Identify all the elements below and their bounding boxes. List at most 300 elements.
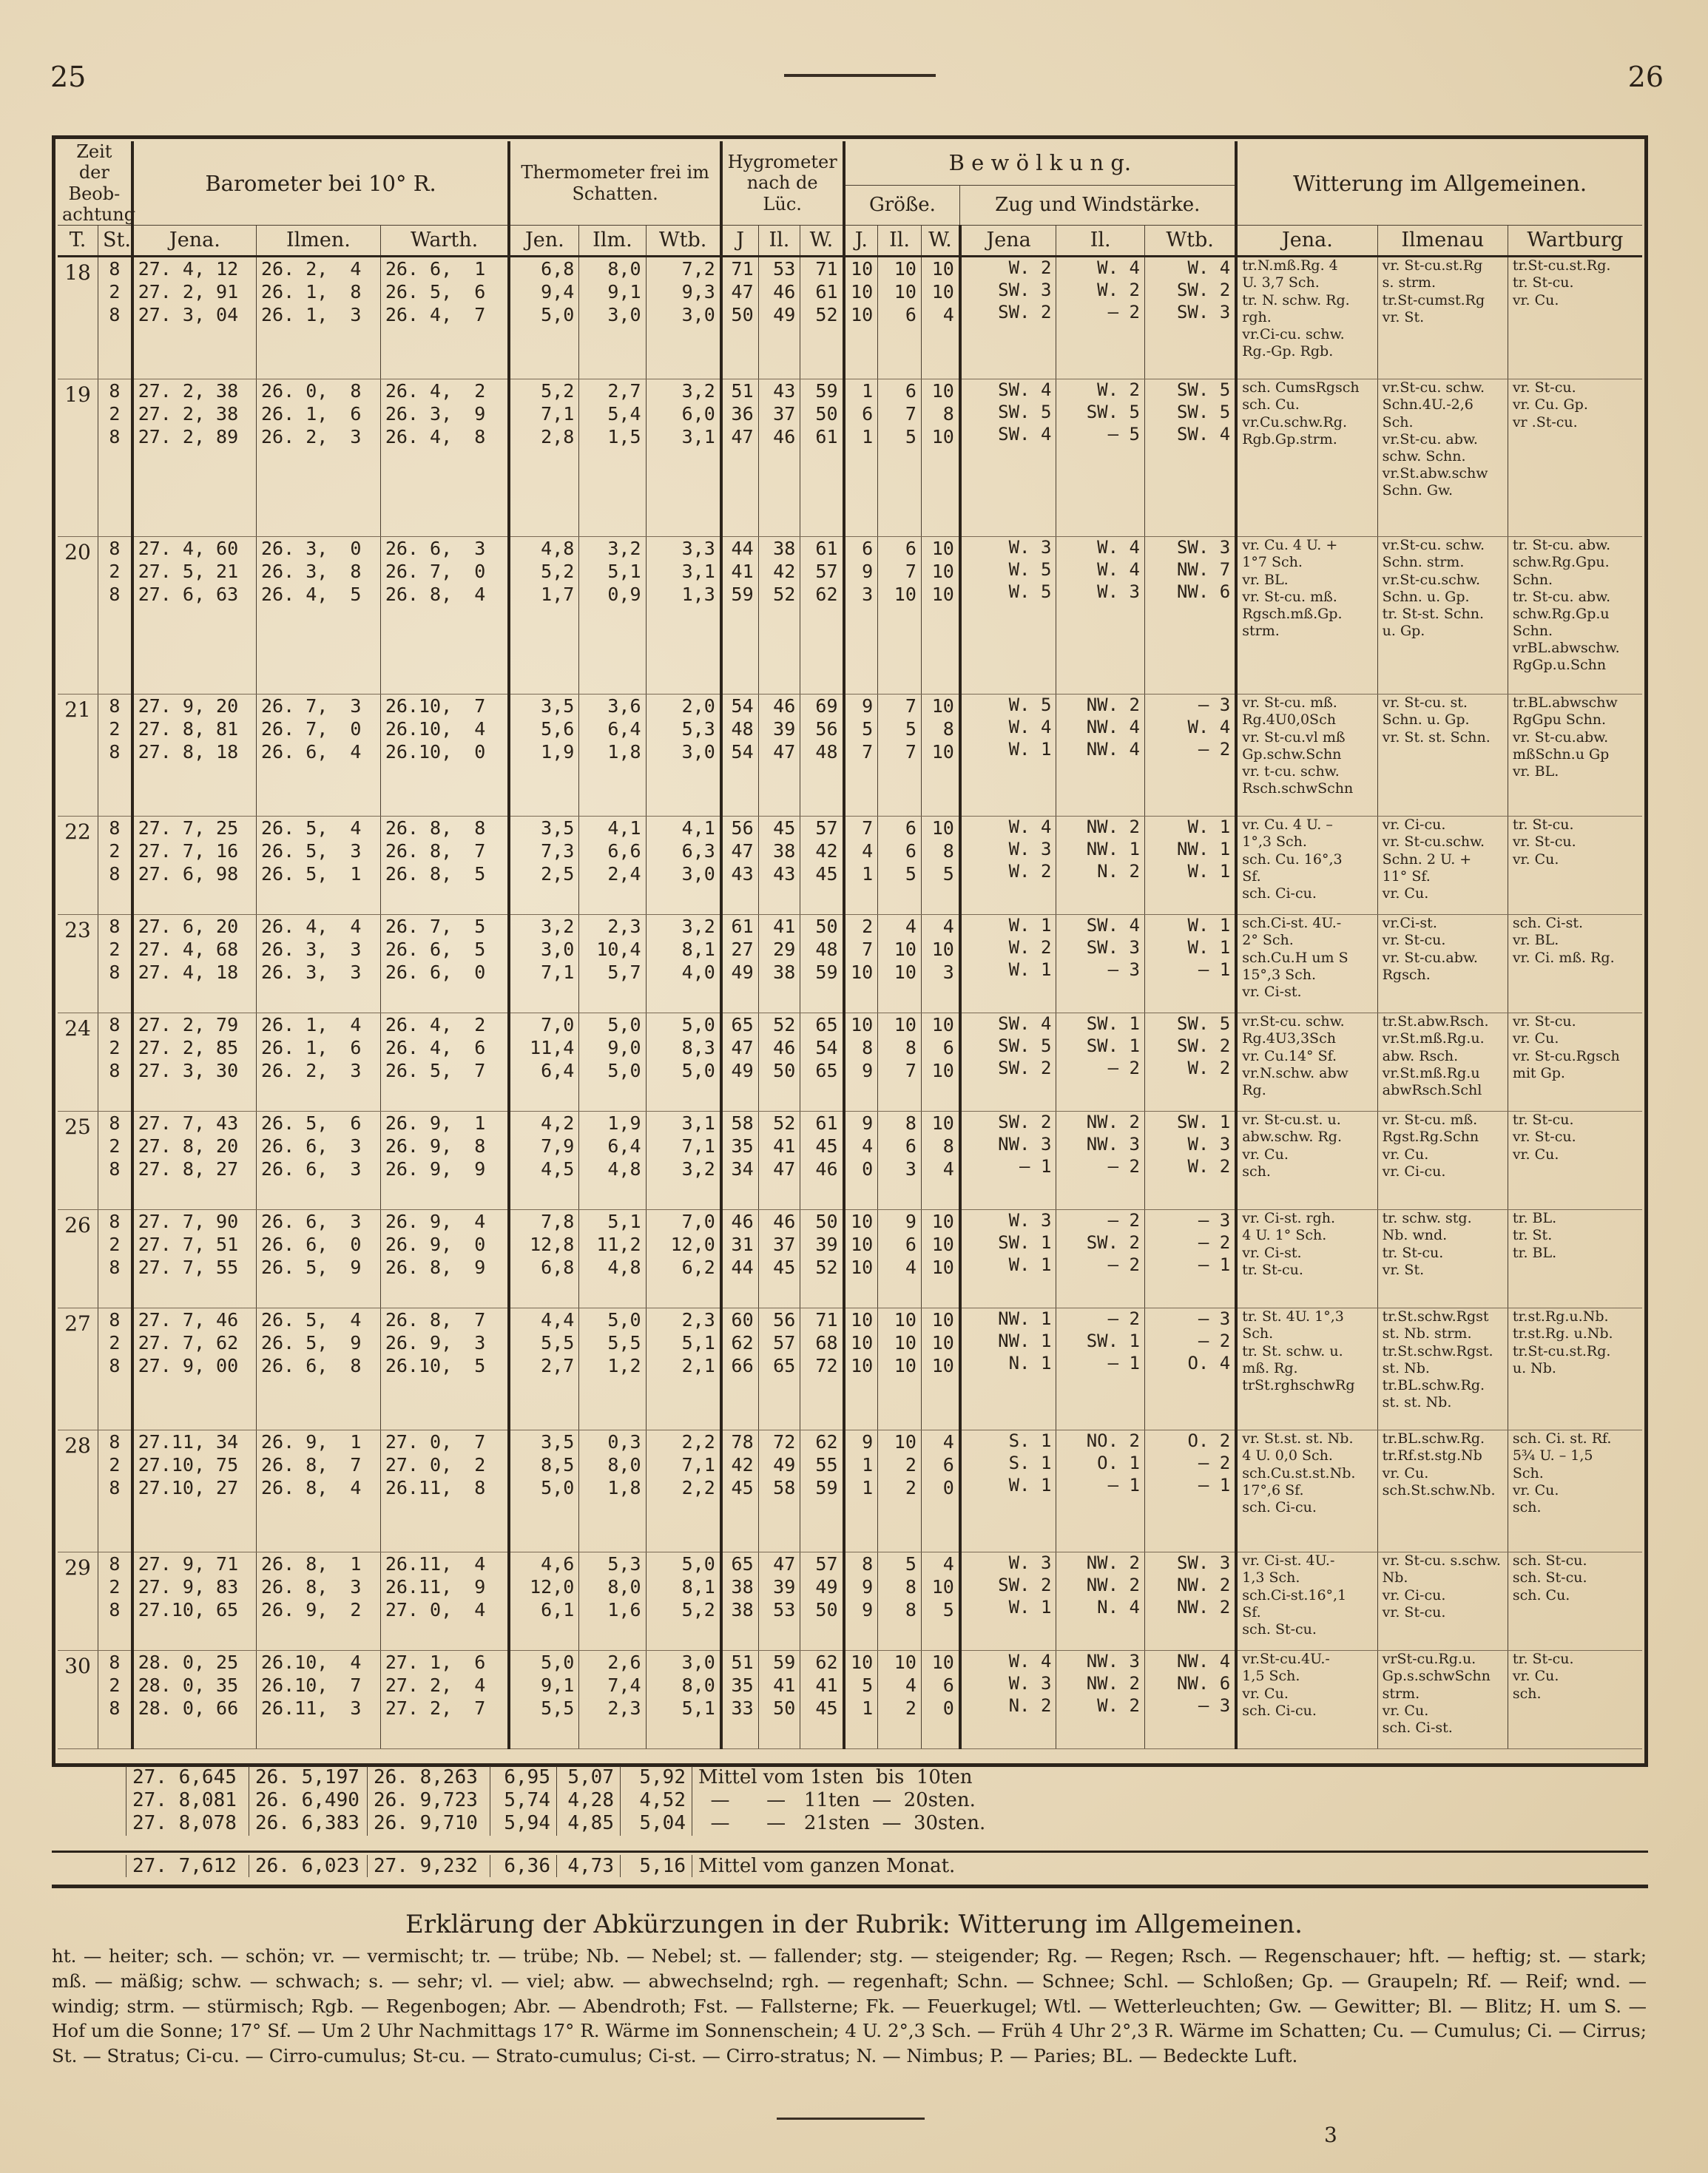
mean-label: Mittel vom 1sten bis 10ten [692, 1766, 1136, 1789]
cell-hygro-wartburg: 50 39 52 [800, 1210, 844, 1308]
cell-baro-ilmenau: 26. 1, 4 26. 1, 6 26. 2, 3 [257, 1013, 381, 1112]
cell-weather-jena: vr. Cu. 4 U. – 1°,3 Sch. sch. Cu. 16°,3 Sf. sch. Ci-cu. [1236, 817, 1377, 915]
mean-temp-jena: 5,94 [490, 1812, 557, 1835]
cell-day: 22 [58, 817, 98, 915]
cell-baro-wartburg: 26.11, 4 26.11, 9 27. 0, 4 [380, 1552, 509, 1651]
mean-wartburg: 26. 8,263 [368, 1766, 490, 1789]
mean-label: — — 11ten — 20sten. [692, 1789, 1136, 1812]
cell-weather-wartburg: tr. St-cu. vr. Cu. sch. [1508, 1651, 1642, 1749]
cell-baro-wartburg: 26. 7, 5 26. 6, 5 26. 6, 0 [380, 915, 509, 1013]
cell-temp-ilmenau: 5,1 11,2 4,8 [579, 1210, 646, 1308]
cell-baro-jena: 27. 7, 25 27. 7, 16 27. 6, 98 [132, 817, 257, 915]
cell-temp-ilmenau: 2,3 10,4 5,7 [579, 915, 646, 1013]
cell-weather-wartburg: tr.BL.abwschw RgGpu Schn. vr. St-cu.abw. mßSchn.u Gp vr. BL. [1508, 695, 1642, 817]
cell-hour: 8 2 8 [98, 1651, 132, 1749]
cell-cloud-jena: 9 1 1 [844, 1430, 878, 1552]
mean-ilmenau: 26. 5,197 [249, 1766, 368, 1789]
cell-weather-wartburg: tr. St-cu. abw. schw.Rg.Gpu. Schn. tr. St-cu. abw. schw.Rg.Gp.u Schn. vrBL.abwschw. RgGp.u.Schn [1508, 537, 1642, 695]
cell-hour: 8 2 8 [98, 915, 132, 1013]
cell-temp-jena: 3,5 5,6 1,9 [509, 695, 578, 817]
total-table [126, 1855, 1136, 1877]
day-row [58, 537, 1642, 695]
cell-weather-ilmenau: vr. St-cu. s.schw. Nb. vr. Ci-cu. vr. St-cu. [1377, 1552, 1508, 1651]
cell-weather-ilmenau: vr. St-cu. mß. Rgst.Rg.Schn vr. Cu. vr. Ci-cu. [1377, 1112, 1508, 1210]
mean-wartburg: 26. 9,710 [368, 1812, 490, 1835]
cell-weather-wartburg: vr. St-cu. vr. Cu. vr. St-cu.Rgsch mit Gp. [1508, 1013, 1642, 1112]
cell-hygro-wartburg: 59 50 61 [800, 379, 844, 537]
cell-hour: 8 2 8 [98, 1112, 132, 1210]
cell-wind-wartburg: SW. 3 NW. 7 NW. 6 [1144, 537, 1236, 695]
mean-label: — — 21sten — 30sten. [692, 1812, 1136, 1835]
cell-temp-ilmenau: 3,6 6,4 1,8 [579, 695, 646, 817]
header-groesse: Größe. [844, 185, 960, 225]
cell-baro-ilmenau: 26. 7, 3 26. 7, 0 26. 6, 4 [257, 695, 381, 817]
cell-hygro-ilmenau: 53 46 49 [758, 257, 800, 379]
cell-hygro-wartburg: 65 54 65 [800, 1013, 844, 1112]
cell-hour: 8 2 8 [98, 695, 132, 817]
cell-cloud-wartburg: 10 6 10 [921, 1013, 959, 1112]
cell-weather-jena: tr.N.mß.Rg. 4 U. 3,7 Sch. tr. N. schw. Rg. rgh. vr.Ci-cu. schw. Rg.-Gp. Rgb. [1236, 257, 1377, 379]
cell-weather-jena: vr. St-cu.st. u. abw.schw. Rg. vr. Cu. sch. [1236, 1112, 1377, 1210]
cell-weather-ilmenau: vr. Ci-cu. vr. St-cu.schw. Schn. 2 U. + 11° Sf. vr. Cu. [1377, 817, 1508, 915]
cell-temp-wartburg: 7,2 9,3 3,0 [646, 257, 721, 379]
cell-hygro-jena: 46 31 44 [721, 1210, 758, 1308]
cell-wind-ilmenau: W. 4 W. 2 — 2 [1056, 257, 1145, 379]
cell-wind-ilmenau: NW. 2 NW. 1 N. 2 [1056, 817, 1145, 915]
cell-weather-wartburg: sch. Ci-st. vr. BL. vr. Ci. mß. Rg. [1508, 915, 1642, 1013]
cell-baro-ilmenau: 26. 0, 8 26. 1, 6 26. 2, 3 [257, 379, 381, 537]
total-temp-wartburg: 5,16 [621, 1855, 692, 1877]
cell-cloud-wartburg: 10 8 5 [921, 817, 959, 915]
cell-baro-wartburg: 26.10, 7 26.10, 4 26.10, 0 [380, 695, 509, 817]
cell-cloud-wartburg: 4 10 5 [921, 1552, 959, 1651]
cell-hygro-wartburg: 57 49 50 [800, 1552, 844, 1651]
subheader-13: W. [921, 226, 959, 257]
cell-hygro-jena: 60 62 66 [721, 1308, 758, 1430]
cell-temp-wartburg: 5,0 8,1 5,2 [646, 1552, 721, 1651]
cell-wind-wartburg: NW. 4 NW. 6 — 3 [1144, 1651, 1236, 1749]
day-row [58, 1651, 1642, 1749]
cell-wind-ilmenau: NW. 3 NW. 2 W. 2 [1056, 1651, 1145, 1749]
cell-temp-ilmenau: 5,3 8,0 1,6 [579, 1552, 646, 1651]
cell-temp-wartburg: 3,1 7,1 3,2 [646, 1112, 721, 1210]
cell-hygro-ilmenau: 47 39 53 [758, 1552, 800, 1651]
cell-baro-jena: 27. 7, 46 27. 7, 62 27. 9, 00 [132, 1308, 257, 1430]
page-number-left: 25 [50, 61, 87, 93]
cell-cloud-ilmenau: 4 10 10 [878, 915, 922, 1013]
subheader-14: Jena [960, 226, 1056, 257]
cell-wind-jena: NW. 1 NW. 1 N. 1 [960, 1308, 1056, 1430]
cell-cloud-ilmenau: 6 6 5 [878, 817, 922, 915]
cell-wind-jena: W. 3 W. 5 W. 5 [960, 537, 1056, 695]
cell-wind-ilmenau: SW. 4 SW. 3 — 3 [1056, 915, 1145, 1013]
mean-temp-ilmenau: 5,07 [557, 1766, 621, 1789]
cell-baro-jena: 27. 9, 71 27. 9, 83 27.10, 65 [132, 1552, 257, 1651]
cell-hour: 8 2 8 [98, 257, 132, 379]
cell-baro-ilmenau: 26.10, 4 26.10, 7 26.11, 3 [257, 1651, 381, 1749]
page-number-right: 26 [1627, 61, 1664, 93]
cell-hygro-jena: 65 47 49 [721, 1013, 758, 1112]
cell-baro-ilmenau: 26. 5, 4 26. 5, 3 26. 5, 1 [257, 817, 381, 915]
cell-cloud-jena: 2 7 10 [844, 915, 878, 1013]
cell-weather-wartburg: tr. St-cu. vr. St-cu. vr. Cu. [1508, 817, 1642, 915]
cell-hygro-wartburg: 71 68 72 [800, 1308, 844, 1430]
cell-temp-wartburg: 3,3 3,1 1,3 [646, 537, 721, 695]
total-bottom-rule [52, 1885, 1648, 1888]
cell-baro-jena: 27. 7, 90 27. 7, 51 27. 7, 55 [132, 1210, 257, 1308]
cell-weather-ilmenau: vr. St-cu.st.Rg s. strm. tr.St-cumst.Rg vr. St. [1377, 257, 1508, 379]
subheader-4: Warth. [380, 226, 509, 257]
cell-baro-wartburg: 27. 0, 7 27. 0, 2 26.11, 8 [380, 1430, 509, 1552]
mean-row [126, 1766, 1136, 1789]
cell-wind-jena: W. 1 W. 2 W. 1 [960, 915, 1056, 1013]
cell-temp-jena: 7,8 12,8 6,8 [509, 1210, 578, 1308]
cell-wind-wartburg: SW. 1 W. 3 W. 2 [1144, 1112, 1236, 1210]
cell-baro-jena: 27. 9, 20 27. 8, 81 27. 8, 18 [132, 695, 257, 817]
cell-cloud-ilmenau: 10 2 2 [878, 1430, 922, 1552]
cell-temp-ilmenau: 2,6 7,4 2,3 [579, 1651, 646, 1749]
day-row [58, 1013, 1642, 1112]
cell-baro-ilmenau: 26. 6, 3 26. 6, 0 26. 5, 9 [257, 1210, 381, 1308]
cell-cloud-wartburg: 10 10 10 [921, 1308, 959, 1430]
cell-temp-jena: 6,8 9,4 5,0 [509, 257, 578, 379]
day-row [58, 1308, 1642, 1430]
mean-jena: 27. 8,081 [126, 1789, 249, 1812]
cell-temp-ilmenau: 0,3 8,0 1,8 [579, 1430, 646, 1552]
cell-wind-ilmenau: W. 2 SW. 5 — 5 [1056, 379, 1145, 537]
cell-temp-jena: 4,8 5,2 1,7 [509, 537, 578, 695]
cell-wind-ilmenau: NO. 2 O. 1 — 1 [1056, 1430, 1145, 1552]
cell-hour: 8 2 8 [98, 379, 132, 537]
mean-temp-ilmenau: 4,28 [557, 1789, 621, 1812]
cell-cloud-wartburg: 10 10 10 [921, 537, 959, 695]
cell-hour: 8 2 8 [98, 817, 132, 915]
cell-cloud-jena: 7 4 1 [844, 817, 878, 915]
day-row [58, 379, 1642, 537]
cell-wind-wartburg: W. 1 W. 1 — 1 [1144, 915, 1236, 1013]
cell-weather-wartburg: tr.St-cu.st.Rg. tr. St-cu. vr. Cu. [1508, 257, 1642, 379]
cell-baro-ilmenau: 26. 8, 1 26. 8, 3 26. 9, 2 [257, 1552, 381, 1651]
cell-cloud-jena: 10 10 10 [844, 257, 878, 379]
cell-wind-ilmenau: SW. 1 SW. 1 — 2 [1056, 1013, 1145, 1112]
cell-hygro-ilmenau: 41 29 38 [758, 915, 800, 1013]
cell-temp-ilmenau: 8,0 9,1 3,0 [579, 257, 646, 379]
cell-cloud-ilmenau: 9 6 4 [878, 1210, 922, 1308]
cell-cloud-jena: 10 8 9 [844, 1013, 878, 1112]
cell-cloud-jena: 10 10 10 [844, 1308, 878, 1430]
cell-hygro-jena: 58 35 34 [721, 1112, 758, 1210]
cell-baro-wartburg: 26. 9, 4 26. 9, 0 26. 8, 9 [380, 1210, 509, 1308]
cell-cloud-ilmenau: 8 6 3 [878, 1112, 922, 1210]
cell-day: 30 [58, 1651, 98, 1749]
cell-cloud-ilmenau: 6 7 5 [878, 379, 922, 537]
cell-hygro-ilmenau: 52 41 47 [758, 1112, 800, 1210]
subheader-0: T. [58, 226, 98, 257]
subheader-2: Jena. [132, 226, 257, 257]
cell-hour: 8 2 8 [98, 1210, 132, 1308]
cell-baro-wartburg: 26. 8, 7 26. 9, 3 26.10, 5 [380, 1308, 509, 1430]
cell-day: 18 [58, 257, 98, 379]
legend-text: ht. — heiter; sch. — schön; vr. — vermischt; tr. — trübe; Nb. — Nebel; st. — fallender; stg. — steigender; Rg. — Regen; Rsch. — Regenschauer; hft. — heftig; st. — stark; mß. — mäßig; schw. — schwach; s. — sehr; vl. — viel; abw. — abwechselnd; rgh. — regenhaft; Schn. — Schnee; Schl. — Schloßen; Gp. — Graupeln; Rf. — Reif; wnd. — windig; strm. — stürmisch; Rgb. — Regenbogen; Abr. — Abendroth; Fst. — Fallsterne; Fk. — Feuerkugel; Wtl. — Wetterleuchten; Gw. — Gewitter; Bl. — Blitz; H. um S. — Hof um die Sonne; 17° Sf. — Um 2 Uhr Nachmittags 17° R. Wärme im Sonnenschein; 4 U. 2°,3 Sch. — Früh 4 Uhr 2°,3 R. Wärme im Schatten; Cu. — Cumulus; Ci. — Cirrus; St. — Stratus; Ci-cu. — Cirro-cumulus; St-cu. — Strato-cumulus; Ci-st. — Cirro-stratus; N. — Nimbus; P. — Paries; BL. — Bedeckte Luft. [52, 1945, 1647, 2067]
cell-cloud-ilmenau: 10 8 7 [878, 1013, 922, 1112]
cell-cloud-jena: 9 4 0 [844, 1112, 878, 1210]
cell-hygro-wartburg: 71 61 52 [800, 257, 844, 379]
day-row [58, 1430, 1642, 1552]
header-zug: Zug und Windstärke. [960, 185, 1236, 225]
subheader-11: J. [844, 226, 878, 257]
mean-temp-ilmenau: 4,85 [557, 1812, 621, 1835]
cell-baro-jena: 27. 4, 12 27. 2, 91 27. 3, 04 [132, 257, 257, 379]
cell-baro-ilmenau: 26. 3, 0 26. 3, 8 26. 4, 5 [257, 537, 381, 695]
cell-weather-jena: vr. Cu. 4 U. + 1°7 Sch. vr. BL. vr. St-cu. mß. Rgsch.mß.Gp. strm. [1236, 537, 1377, 695]
mean-jena: 27. 6,645 [126, 1766, 249, 1789]
cell-cloud-wartburg: 4 10 3 [921, 915, 959, 1013]
cell-day: 29 [58, 1552, 98, 1651]
cell-cloud-wartburg: 10 8 10 [921, 379, 959, 537]
signature-mark: 3 [1324, 2123, 1337, 2147]
cell-temp-wartburg: 7,0 12,0 6,2 [646, 1210, 721, 1308]
total-temp-ilmenau: 4,73 [557, 1855, 621, 1877]
cell-wind-jena: W. 3 SW. 1 W. 1 [960, 1210, 1056, 1308]
cell-weather-wartburg: tr. BL. tr. St. tr. BL. [1508, 1210, 1642, 1308]
mean-ilmenau: 26. 6,490 [249, 1789, 368, 1812]
cell-wind-wartburg: — 3 — 2 O. 4 [1144, 1308, 1236, 1430]
cell-wind-wartburg: — 3 — 2 — 1 [1144, 1210, 1236, 1308]
cell-wind-wartburg: O. 2 — 2 — 1 [1144, 1430, 1236, 1552]
cell-baro-wartburg: 27. 1, 6 27. 2, 4 27. 2, 7 [380, 1651, 509, 1749]
cell-wind-ilmenau: — 2 SW. 2 — 2 [1056, 1210, 1145, 1308]
cell-hour: 8 2 8 [98, 1308, 132, 1430]
cell-weather-wartburg: vr. St-cu. vr. Cu. Gp. vr .St-cu. [1508, 379, 1642, 537]
cell-temp-ilmenau: 1,9 6,4 4,8 [579, 1112, 646, 1210]
mean-row [126, 1789, 1136, 1812]
cell-wind-jena: SW. 2 NW. 3 — 1 [960, 1112, 1056, 1210]
day-row [58, 1210, 1642, 1308]
cell-baro-jena: 27.11, 34 27.10, 75 27.10, 27 [132, 1430, 257, 1552]
cell-weather-jena: vr. St.st. st. Nb. 4 U. 0,0 Sch. sch.Cu.st.st.Nb. 17°,6 Sf. sch. Ci-cu. [1236, 1430, 1377, 1552]
cell-hygro-ilmenau: 38 42 52 [758, 537, 800, 695]
cell-wind-wartburg: W. 4 SW. 2 SW. 3 [1144, 257, 1236, 379]
cell-temp-wartburg: 3,2 6,0 3,1 [646, 379, 721, 537]
cell-day: 20 [58, 537, 98, 695]
cell-wind-ilmenau: — 2 SW. 1 — 1 [1056, 1308, 1145, 1430]
cell-baro-wartburg: 26. 6, 3 26. 7, 0 26. 8, 4 [380, 537, 509, 695]
mean-temp-wartburg: 5,04 [621, 1812, 692, 1835]
cell-cloud-wartburg: 4 6 0 [921, 1430, 959, 1552]
cell-cloud-ilmenau: 5 8 8 [878, 1552, 922, 1651]
cell-weather-jena: vr.St-cu. schw. Rg.4U3,3Sch vr. Cu.14° Sf. vr.N.schw. abw Rg. [1236, 1013, 1377, 1112]
cell-baro-jena: 27. 2, 38 27. 2, 38 27. 2, 89 [132, 379, 257, 537]
subheader-7: Wtb. [646, 226, 721, 257]
header-rule [784, 74, 936, 77]
cell-cloud-ilmenau: 7 5 7 [878, 695, 922, 817]
cell-temp-wartburg: 2,2 7,1 2,2 [646, 1430, 721, 1552]
cell-weather-wartburg: tr.st.Rg.u.Nb. tr.st.Rg. u.Nb. tr.St-cu.st.Rg. u. Nb. [1508, 1308, 1642, 1430]
cell-baro-jena: 27. 6, 20 27. 4, 68 27. 4, 18 [132, 915, 257, 1013]
cell-hygro-ilmenau: 72 49 58 [758, 1430, 800, 1552]
subheader-10: W. [800, 226, 844, 257]
cell-hygro-jena: 78 42 45 [721, 1430, 758, 1552]
cell-baro-ilmenau: 26. 9, 1 26. 8, 7 26. 8, 4 [257, 1430, 381, 1552]
day-row [58, 257, 1642, 379]
cell-wind-wartburg: SW. 3 NW. 2 NW. 2 [1144, 1552, 1236, 1651]
cell-wind-jena: W. 4 W. 3 W. 2 [960, 817, 1056, 915]
subheader-12: Il. [878, 226, 922, 257]
mean-temp-jena: 5,74 [490, 1789, 557, 1812]
cell-weather-wartburg: sch. St-cu. sch. St-cu. sch. Cu. [1508, 1552, 1642, 1651]
cell-temp-wartburg: 2,3 5,1 2,1 [646, 1308, 721, 1430]
cell-hygro-wartburg: 50 48 59 [800, 915, 844, 1013]
cell-wind-jena: W. 2 SW. 3 SW. 2 [960, 257, 1056, 379]
cell-temp-jena: 4,6 12,0 6,1 [509, 1552, 578, 1651]
cell-hygro-jena: 44 41 59 [721, 537, 758, 695]
cell-hour: 8 2 8 [98, 1013, 132, 1112]
cell-temp-ilmenau: 5,0 5,5 1,2 [579, 1308, 646, 1430]
cell-hygro-jena: 54 48 54 [721, 695, 758, 817]
cell-wind-jena: S. 1 S. 1 W. 1 [960, 1430, 1056, 1552]
cell-wind-jena: W. 4 W. 3 N. 2 [960, 1651, 1056, 1749]
mean-row [126, 1812, 1136, 1835]
cell-baro-wartburg: 26. 8, 8 26. 8, 7 26. 8, 5 [380, 817, 509, 915]
cell-weather-ilmenau: tr.St.abw.Rsch. vr.St.mß.Rg.u. abw. Rsch. vr.St.mß.Rg.u abwRsch.Schl [1377, 1013, 1508, 1112]
cell-weather-jena: vr. St-cu. mß. Rg.4U0,0Sch vr. St-cu.vl mß Gp.schw.Schn vr. t-cu. schw. Rsch.schwSchn [1236, 695, 1377, 817]
cell-wind-jena: W. 5 W. 4 W. 1 [960, 695, 1056, 817]
cell-wind-wartburg: SW. 5 SW. 2 W. 2 [1144, 1013, 1236, 1112]
subheader-3: Ilmen. [257, 226, 381, 257]
legend-title: Erklärung der Abkürzungen in der Rubrik: Witterung im Allgemeinen. [405, 1910, 1303, 1939]
day-row [58, 695, 1642, 817]
cell-day: 23 [58, 915, 98, 1013]
cell-cloud-ilmenau: 10 10 10 [878, 1308, 922, 1430]
cell-wind-jena: SW. 4 SW. 5 SW. 4 [960, 379, 1056, 537]
subheader-9: Il. [758, 226, 800, 257]
subheader-1: St. [98, 226, 132, 257]
cell-weather-jena: sch. CumsRgsch sch. Cu. vr.Cu.schw.Rg. Rgb.Gp.strm. [1236, 379, 1377, 537]
mean-temp-jena: 6,95 [490, 1766, 557, 1789]
cell-cloud-ilmenau: 10 4 2 [878, 1651, 922, 1749]
cell-temp-wartburg: 5,0 8,3 5,0 [646, 1013, 721, 1112]
cell-cloud-jena: 6 9 3 [844, 537, 878, 695]
cell-hygro-ilmenau: 59 41 50 [758, 1651, 800, 1749]
cell-day: 28 [58, 1430, 98, 1552]
means-bottom-rule [52, 1851, 1648, 1853]
cell-day: 21 [58, 695, 98, 817]
cell-weather-wartburg: sch. Ci. st. Rf. 5¾ U. – 1,5 Sch. vr. Cu. sch. [1508, 1430, 1642, 1552]
header-thermometer: Thermometer frei im Schatten. [509, 141, 720, 226]
cell-weather-ilmenau: tr.St.schw.Rgst st. Nb. strm. tr.St.schw.Rgst. st. Nb. tr.BL.schw.Rg. st. st. Nb. [1377, 1308, 1508, 1430]
cell-cloud-jena: 9 5 7 [844, 695, 878, 817]
total-jena: 27. 7,612 [126, 1855, 249, 1877]
cell-hygro-wartburg: 69 56 48 [800, 695, 844, 817]
cell-wind-ilmenau: W. 4 W. 4 W. 3 [1056, 537, 1145, 695]
cell-weather-jena: tr. St. 4U. 1°,3 Sch. tr. St. schw. u. mß. Rg. trSt.rghschwRg [1236, 1308, 1377, 1430]
total-temp-jena: 6,36 [490, 1855, 557, 1877]
cell-temp-jena: 3,5 7,3 2,5 [509, 817, 578, 915]
cell-temp-wartburg: 2,0 5,3 3,0 [646, 695, 721, 817]
cell-day: 27 [58, 1308, 98, 1430]
subheader-8: J [721, 226, 758, 257]
total-wartburg: 27. 9,232 [368, 1855, 490, 1877]
cell-baro-wartburg: 26. 4, 2 26. 3, 9 26. 4, 8 [380, 379, 509, 537]
mean-jena: 27. 8,078 [126, 1812, 249, 1835]
cell-baro-ilmenau: 26. 5, 6 26. 6, 3 26. 6, 3 [257, 1112, 381, 1210]
cell-baro-wartburg: 26. 4, 2 26. 4, 6 26. 5, 7 [380, 1013, 509, 1112]
total-label: Mittel vom ganzen Monat. [692, 1855, 1136, 1877]
cell-cloud-jena: 10 5 1 [844, 1651, 878, 1749]
cell-cloud-wartburg: 10 8 10 [921, 695, 959, 817]
cell-hygro-ilmenau: 52 46 50 [758, 1013, 800, 1112]
cell-hour: 8 2 8 [98, 537, 132, 695]
cell-hygro-jena: 56 47 43 [721, 817, 758, 915]
cell-weather-jena: vr.St-cu.4U.- 1,5 Sch. vr. Cu. sch. Ci-cu. [1236, 1651, 1377, 1749]
cell-baro-jena: 28. 0, 25 28. 0, 35 28. 0, 66 [132, 1651, 257, 1749]
subheader-6: Ilm. [579, 226, 646, 257]
cell-temp-jena: 5,0 9,1 5,5 [509, 1651, 578, 1749]
cell-hygro-jena: 65 38 38 [721, 1552, 758, 1651]
header-barometer: Barometer bei 10° R. [132, 141, 510, 226]
cell-wind-ilmenau: NW. 2 NW. 2 N. 4 [1056, 1552, 1145, 1651]
mean-temp-wartburg: 4,52 [621, 1789, 692, 1812]
cell-hygro-ilmenau: 45 38 43 [758, 817, 800, 915]
cell-weather-jena: sch.Ci-st. 4U.- 2° Sch. sch.Cu.H um S 15°,3 Sch. vr. Ci-st. [1236, 915, 1377, 1013]
cell-hygro-ilmenau: 56 57 65 [758, 1308, 800, 1430]
cell-cloud-wartburg: 10 8 4 [921, 1112, 959, 1210]
cell-day: 19 [58, 379, 98, 537]
cell-temp-wartburg: 3,2 8,1 4,0 [646, 915, 721, 1013]
cell-baro-jena: 27. 4, 60 27. 5, 21 27. 6, 63 [132, 537, 257, 695]
header-witterung: Witterung im Allgemeinen. [1236, 141, 1642, 226]
cell-hygro-wartburg: 62 41 45 [800, 1651, 844, 1749]
cell-wind-wartburg: W. 1 NW. 1 W. 1 [1144, 817, 1236, 915]
cell-hygro-wartburg: 62 55 59 [800, 1430, 844, 1552]
footer-rule [777, 2118, 925, 2120]
cell-weather-ilmenau: vr. St-cu. st. Schn. u. Gp. vr. St. st. Schn. [1377, 695, 1508, 817]
cell-hygro-jena: 51 36 47 [721, 379, 758, 537]
cell-cloud-ilmenau: 6 7 10 [878, 537, 922, 695]
cell-temp-jena: 3,5 8,5 5,0 [509, 1430, 578, 1552]
cell-temp-jena: 4,2 7,9 4,5 [509, 1112, 578, 1210]
cell-day: 24 [58, 1013, 98, 1112]
subheader-15: Il. [1056, 226, 1145, 257]
observation-table [58, 141, 1642, 1749]
cell-wind-jena: SW. 4 SW. 5 SW. 2 [960, 1013, 1056, 1112]
cell-hygro-ilmenau: 46 37 45 [758, 1210, 800, 1308]
cell-hygro-jena: 61 27 49 [721, 915, 758, 1013]
cell-weather-ilmenau: tr.BL.schw.Rg. tr.Rf.st.stg.Nb vr. Cu. sch.St.schw.Nb. [1377, 1430, 1508, 1552]
cell-wind-wartburg: SW. 5 SW. 5 SW. 4 [1144, 379, 1236, 537]
cell-baro-wartburg: 26. 9, 1 26. 9, 8 26. 9, 9 [380, 1112, 509, 1210]
cell-cloud-wartburg: 10 10 4 [921, 257, 959, 379]
subheader-17: Jena. [1236, 226, 1377, 257]
cell-temp-jena: 7,0 11,4 6,4 [509, 1013, 578, 1112]
cell-temp-wartburg: 4,1 6,3 3,0 [646, 817, 721, 915]
cell-weather-ilmenau: vr.St-cu. schw. Schn. strm. vr.St-cu.schw. Schn. u. Gp. tr. St-st. Schn. u. Gp. [1377, 537, 1508, 695]
cell-baro-jena: 27. 2, 79 27. 2, 85 27. 3, 30 [132, 1013, 257, 1112]
cell-cloud-ilmenau: 10 10 6 [878, 257, 922, 379]
cell-hour: 8 2 8 [98, 1552, 132, 1651]
cell-cloud-jena: 10 10 10 [844, 1210, 878, 1308]
cell-hygro-jena: 51 35 33 [721, 1651, 758, 1749]
cell-hygro-wartburg: 61 57 62 [800, 537, 844, 695]
cell-temp-ilmenau: 3,2 5,1 0,9 [579, 537, 646, 695]
subheader-5: Jen. [509, 226, 578, 257]
mean-temp-wartburg: 5,92 [621, 1766, 692, 1789]
cell-weather-ilmenau: vr.Ci-st. vr. St-cu. vr. St-cu.abw. Rgsch. [1377, 915, 1508, 1013]
cell-temp-jena: 4,4 5,5 2,7 [509, 1308, 578, 1430]
header-hygrometer: Hygrometer nach de Lüc. [721, 141, 844, 226]
cell-day: 25 [58, 1112, 98, 1210]
day-row [58, 1552, 1642, 1651]
